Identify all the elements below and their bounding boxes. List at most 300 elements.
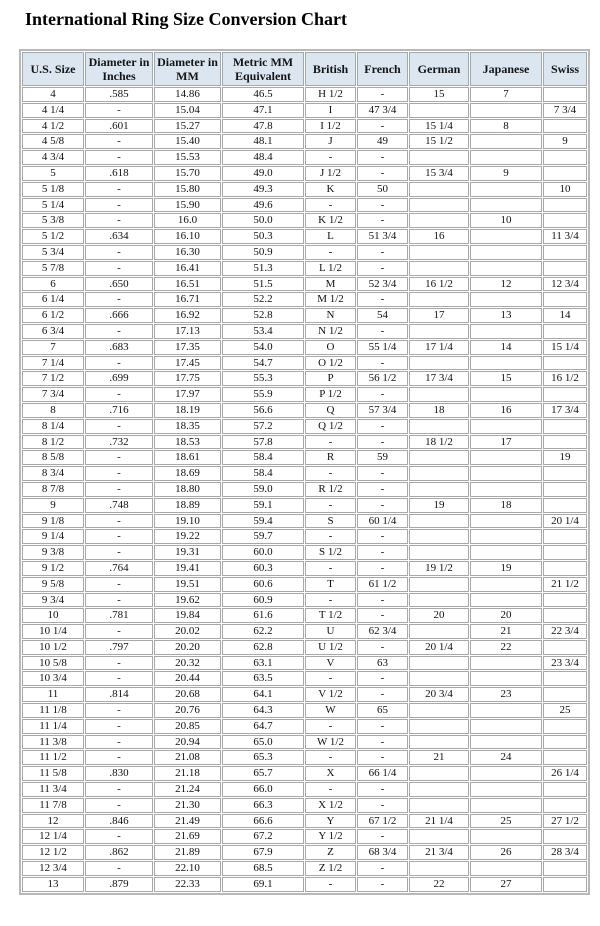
table-row <box>22 150 587 165</box>
table-cell: I 1/2 <box>305 119 356 134</box>
table-cell: - <box>357 292 408 307</box>
table-cell: 27 <box>470 877 542 892</box>
table-cell: - <box>305 498 356 513</box>
table-cell: - <box>85 324 153 339</box>
table-cell: - <box>357 387 408 402</box>
table-cell <box>543 798 587 813</box>
table-cell: 14 <box>470 340 542 355</box>
table-cell <box>409 450 469 465</box>
table-cell: Y <box>305 814 356 829</box>
table-cell: 6 1/2 <box>22 308 84 323</box>
table-cell: 19.84 <box>154 608 221 623</box>
table-cell: 12 <box>22 814 84 829</box>
table-cell: - <box>357 324 408 339</box>
table-cell <box>470 577 542 592</box>
table-cell <box>470 656 542 671</box>
table-cell: 15 <box>470 371 542 386</box>
table-cell: 22 <box>409 877 469 892</box>
table-row <box>22 371 587 386</box>
table-cell: - <box>85 514 153 529</box>
table-cell: - <box>85 671 153 686</box>
table-cell: Z <box>305 845 356 860</box>
table-cell: - <box>85 245 153 260</box>
table-cell: O 1/2 <box>305 356 356 371</box>
table-cell: I <box>305 103 356 118</box>
table-cell: 10 <box>470 213 542 228</box>
table-cell: .797 <box>85 640 153 655</box>
table-cell <box>409 656 469 671</box>
table-cell: 50.9 <box>222 245 304 260</box>
column-header: German <box>409 52 469 86</box>
table-cell <box>543 119 587 134</box>
table-row <box>22 640 587 655</box>
table-cell: .634 <box>85 229 153 244</box>
table-cell: - <box>305 782 356 797</box>
table-cell: - <box>357 245 408 260</box>
table-cell: - <box>305 529 356 544</box>
table-cell <box>409 782 469 797</box>
table-row <box>22 608 587 623</box>
table-row <box>22 719 587 734</box>
table-cell: 10 <box>22 608 84 623</box>
table-cell: 15 1/2 <box>409 134 469 149</box>
table-cell: 7 <box>22 340 84 355</box>
table-cell: 65.0 <box>222 735 304 750</box>
table-cell: 19.22 <box>154 529 221 544</box>
table-cell: - <box>305 150 356 165</box>
table-cell: 19 <box>409 498 469 513</box>
table-cell: 16 <box>409 229 469 244</box>
table-cell: 21.49 <box>154 814 221 829</box>
table-cell: .618 <box>85 166 153 181</box>
table-cell: .601 <box>85 119 153 134</box>
table-cell <box>409 150 469 165</box>
table-cell: 19 <box>470 561 542 576</box>
table-cell: R 1/2 <box>305 482 356 497</box>
table-cell <box>543 387 587 402</box>
table-cell: - <box>357 529 408 544</box>
table-cell: 20 1/4 <box>543 514 587 529</box>
table-row <box>22 561 587 576</box>
table-cell: 22 3/4 <box>543 624 587 639</box>
table-cell: 7 3/4 <box>543 103 587 118</box>
table-cell: 49.6 <box>222 198 304 213</box>
table-cell: P <box>305 371 356 386</box>
table-cell <box>409 766 469 781</box>
table-cell <box>543 529 587 544</box>
table-cell: 4 <box>22 87 84 102</box>
table-cell: 67.9 <box>222 845 304 860</box>
table-cell: X <box>305 766 356 781</box>
table-cell: 59.4 <box>222 514 304 529</box>
table-cell: .879 <box>85 877 153 892</box>
table-row <box>22 798 587 813</box>
table-cell: 11 5/8 <box>22 766 84 781</box>
table-cell: 8 5/8 <box>22 450 84 465</box>
table-row <box>22 134 587 149</box>
table-cell: 59.0 <box>222 482 304 497</box>
table-cell: - <box>305 466 356 481</box>
table-cell: - <box>357 198 408 213</box>
table-cell: 13 <box>22 877 84 892</box>
page-title: International Ring Size Conversion Chart <box>25 9 348 29</box>
table-cell: - <box>305 877 356 892</box>
table-cell: - <box>85 782 153 797</box>
table-cell: 5 1/4 <box>22 198 84 213</box>
table-cell: 67 1/2 <box>357 814 408 829</box>
table-cell: K <box>305 182 356 197</box>
table-cell: - <box>85 482 153 497</box>
table-cell: 66.0 <box>222 782 304 797</box>
table-cell: L 1/2 <box>305 261 356 276</box>
table-cell <box>543 261 587 276</box>
header-row <box>22 52 587 86</box>
table-row <box>22 277 587 292</box>
table-cell <box>409 545 469 560</box>
table-cell <box>543 292 587 307</box>
table-cell <box>470 419 542 434</box>
table-cell: 65 <box>357 703 408 718</box>
table-cell <box>470 324 542 339</box>
table-cell: - <box>85 261 153 276</box>
table-cell <box>470 482 542 497</box>
table-cell <box>470 593 542 608</box>
table-cell: 5 1/2 <box>22 229 84 244</box>
table-cell <box>543 593 587 608</box>
table-row <box>22 324 587 339</box>
table-cell: 12 1/2 <box>22 845 84 860</box>
table-cell: - <box>357 150 408 165</box>
table-cell: 20.02 <box>154 624 221 639</box>
table-cell <box>470 514 542 529</box>
table-cell <box>409 735 469 750</box>
table-cell <box>470 545 542 560</box>
table-cell: 21.89 <box>154 845 221 860</box>
table-cell: 54.7 <box>222 356 304 371</box>
table-cell: 15 3/4 <box>409 166 469 181</box>
table-cell: 47.8 <box>222 119 304 134</box>
table-cell: 4 1/2 <box>22 119 84 134</box>
table-cell: 21 1/2 <box>543 577 587 592</box>
table-row <box>22 782 587 797</box>
table-row <box>22 419 587 434</box>
table-cell <box>470 766 542 781</box>
table-cell <box>543 166 587 181</box>
table-cell <box>409 182 469 197</box>
table-cell: 21 3/4 <box>409 845 469 860</box>
table-cell: .830 <box>85 766 153 781</box>
table-cell: 57.2 <box>222 419 304 434</box>
page <box>0 9 600 895</box>
table-cell: 16.0 <box>154 213 221 228</box>
table-cell: 19.51 <box>154 577 221 592</box>
table-cell <box>543 782 587 797</box>
table-cell: 15.40 <box>154 134 221 149</box>
table-cell <box>409 261 469 276</box>
table-cell <box>543 671 587 686</box>
table-cell: 50.0 <box>222 213 304 228</box>
table-cell: 14.86 <box>154 87 221 102</box>
table-cell: - <box>85 103 153 118</box>
table-cell: - <box>85 150 153 165</box>
table-row <box>22 466 587 481</box>
table-cell: - <box>85 198 153 213</box>
table-cell: 15 <box>409 87 469 102</box>
table-row <box>22 387 587 402</box>
table-cell: - <box>357 608 408 623</box>
table-row <box>22 656 587 671</box>
table-cell: - <box>357 687 408 702</box>
table-cell: 15.90 <box>154 198 221 213</box>
table-cell: 16.10 <box>154 229 221 244</box>
table-cell: 27 1/2 <box>543 814 587 829</box>
table-cell: .650 <box>85 277 153 292</box>
table-cell: 21 <box>409 750 469 765</box>
table-row <box>22 213 587 228</box>
table-cell: - <box>85 387 153 402</box>
table-cell: 17.75 <box>154 371 221 386</box>
table-cell: M 1/2 <box>305 292 356 307</box>
table-cell: 61.6 <box>222 608 304 623</box>
table-cell: 4 5/8 <box>22 134 84 149</box>
table-cell: - <box>357 640 408 655</box>
table-cell: - <box>85 861 153 876</box>
table-cell: 6 1/4 <box>22 292 84 307</box>
table-cell <box>409 577 469 592</box>
table-cell <box>543 435 587 450</box>
table-cell <box>470 719 542 734</box>
table-cell: 66.3 <box>222 798 304 813</box>
table-cell: .846 <box>85 814 153 829</box>
table-cell: Y 1/2 <box>305 829 356 844</box>
table-cell: - <box>357 735 408 750</box>
column-header: U.S. Size <box>22 52 84 86</box>
table-cell: L <box>305 229 356 244</box>
table-cell <box>543 861 587 876</box>
table-cell: 16 1/2 <box>409 277 469 292</box>
table-cell <box>543 324 587 339</box>
table-cell: .683 <box>85 340 153 355</box>
table-cell: 22.33 <box>154 877 221 892</box>
table-cell: W 1/2 <box>305 735 356 750</box>
table-cell: .781 <box>85 608 153 623</box>
table-row <box>22 577 587 592</box>
table-cell: 56 1/2 <box>357 371 408 386</box>
table-cell: 9 1/8 <box>22 514 84 529</box>
table-cell: 64.3 <box>222 703 304 718</box>
table-row <box>22 750 587 765</box>
table-cell <box>409 593 469 608</box>
table-cell: 21 1/4 <box>409 814 469 829</box>
table-cell <box>470 387 542 402</box>
table-cell: 47.1 <box>222 103 304 118</box>
table-cell <box>543 750 587 765</box>
table-cell: - <box>305 750 356 765</box>
table-row <box>22 703 587 718</box>
table-cell: .699 <box>85 371 153 386</box>
table-cell: 55.9 <box>222 387 304 402</box>
table-cell: 21.69 <box>154 829 221 844</box>
table-cell: 52.8 <box>222 308 304 323</box>
table-cell: 28 3/4 <box>543 845 587 860</box>
table-cell: 8 <box>22 403 84 418</box>
table-cell <box>470 134 542 149</box>
table-cell: S 1/2 <box>305 545 356 560</box>
table-cell: 52.2 <box>222 292 304 307</box>
table-cell: 17 3/4 <box>543 403 587 418</box>
table-row <box>22 182 587 197</box>
table-cell: 5 1/8 <box>22 182 84 197</box>
table-cell: 21 <box>470 624 542 639</box>
table-cell: - <box>85 735 153 750</box>
table-cell: 19 <box>543 450 587 465</box>
table-cell: 56.6 <box>222 403 304 418</box>
table-cell: 64.1 <box>222 687 304 702</box>
table-cell: 50 <box>357 182 408 197</box>
table-cell: 59 <box>357 450 408 465</box>
table-cell: 10 1/2 <box>22 640 84 655</box>
table-cell: 22.10 <box>154 861 221 876</box>
table-row <box>22 245 587 260</box>
table-cell: 65.3 <box>222 750 304 765</box>
table-cell: .732 <box>85 435 153 450</box>
table-cell: 49.0 <box>222 166 304 181</box>
table-row <box>22 403 587 418</box>
table-cell: 68 3/4 <box>357 845 408 860</box>
table-cell: - <box>85 356 153 371</box>
table-cell: W <box>305 703 356 718</box>
table-cell: 5 <box>22 166 84 181</box>
column-header: Diameter in MM <box>154 52 221 86</box>
table-cell: 62 3/4 <box>357 624 408 639</box>
table-cell <box>470 671 542 686</box>
table-cell: - <box>85 703 153 718</box>
table-cell <box>470 829 542 844</box>
table-cell: 67.2 <box>222 829 304 844</box>
table-cell: 19.41 <box>154 561 221 576</box>
table-cell: 20 3/4 <box>409 687 469 702</box>
table-header <box>22 52 587 86</box>
table-row <box>22 340 587 355</box>
table-cell: 60.3 <box>222 561 304 576</box>
table-row <box>22 450 587 465</box>
table-cell: 17.35 <box>154 340 221 355</box>
table-cell: - <box>357 545 408 560</box>
table-cell: R <box>305 450 356 465</box>
table-row <box>22 356 587 371</box>
table-cell: 8 1/2 <box>22 435 84 450</box>
table-cell: .585 <box>85 87 153 102</box>
table-cell: 66 1/4 <box>357 766 408 781</box>
table-cell: - <box>305 561 356 576</box>
column-header: British <box>305 52 356 86</box>
table-cell: P 1/2 <box>305 387 356 402</box>
table-cell: 65.7 <box>222 766 304 781</box>
table-cell <box>543 545 587 560</box>
table-cell: - <box>357 561 408 576</box>
table-cell: 55 1/4 <box>357 340 408 355</box>
table-cell: - <box>357 482 408 497</box>
table-cell: - <box>85 750 153 765</box>
table-cell: 16.41 <box>154 261 221 276</box>
table-cell: - <box>85 419 153 434</box>
table-cell <box>543 356 587 371</box>
table-cell: 55.3 <box>222 371 304 386</box>
table-cell: 18.19 <box>154 403 221 418</box>
table-cell <box>543 198 587 213</box>
table-cell: 10 5/8 <box>22 656 84 671</box>
table-cell: - <box>357 356 408 371</box>
table-cell <box>543 498 587 513</box>
table-cell: 9 3/4 <box>22 593 84 608</box>
table-cell <box>470 529 542 544</box>
table-cell: H 1/2 <box>305 87 356 102</box>
table-cell: 11 1/4 <box>22 719 84 734</box>
table-cell: 13 <box>470 308 542 323</box>
table-cell: 9 1/4 <box>22 529 84 544</box>
table-cell: 16 <box>470 403 542 418</box>
table-cell: 58.4 <box>222 450 304 465</box>
table-cell: .748 <box>85 498 153 513</box>
table-cell: 17 3/4 <box>409 371 469 386</box>
table-cell: 19.62 <box>154 593 221 608</box>
table-cell: 17 <box>409 308 469 323</box>
table-cell <box>409 198 469 213</box>
table-cell <box>409 624 469 639</box>
table-row <box>22 671 587 686</box>
table-cell: 17.13 <box>154 324 221 339</box>
table-cell <box>543 87 587 102</box>
table-row <box>22 624 587 639</box>
table-cell <box>409 245 469 260</box>
table-cell <box>409 292 469 307</box>
table-cell: 11 <box>22 687 84 702</box>
table-body <box>22 87 587 892</box>
table-cell <box>470 103 542 118</box>
table-cell: 18.35 <box>154 419 221 434</box>
table-row <box>22 292 587 307</box>
table-cell: 7 3/4 <box>22 387 84 402</box>
table-cell: 63.5 <box>222 671 304 686</box>
table-cell: 9 1/2 <box>22 561 84 576</box>
table-cell: 52 3/4 <box>357 277 408 292</box>
table-cell: 18.69 <box>154 466 221 481</box>
table-cell <box>543 735 587 750</box>
table-cell: 8 7/8 <box>22 482 84 497</box>
table-cell: 61 1/2 <box>357 577 408 592</box>
table-cell: 8 3/4 <box>22 466 84 481</box>
table-cell: 11 3/4 <box>22 782 84 797</box>
table-cell: .716 <box>85 403 153 418</box>
table-cell: - <box>85 134 153 149</box>
table-cell <box>543 687 587 702</box>
table-cell: 18.61 <box>154 450 221 465</box>
table-cell: 6 <box>22 277 84 292</box>
table-cell: 26 <box>470 845 542 860</box>
table-cell: 64.7 <box>222 719 304 734</box>
table-cell <box>470 798 542 813</box>
table-cell: 62.2 <box>222 624 304 639</box>
table-cell: 20.68 <box>154 687 221 702</box>
table-cell: V <box>305 656 356 671</box>
table-cell <box>470 703 542 718</box>
table-cell <box>543 719 587 734</box>
table-cell: - <box>85 545 153 560</box>
table-cell: 8 <box>470 119 542 134</box>
table-cell <box>543 482 587 497</box>
table-cell <box>470 782 542 797</box>
table-cell: T <box>305 577 356 592</box>
